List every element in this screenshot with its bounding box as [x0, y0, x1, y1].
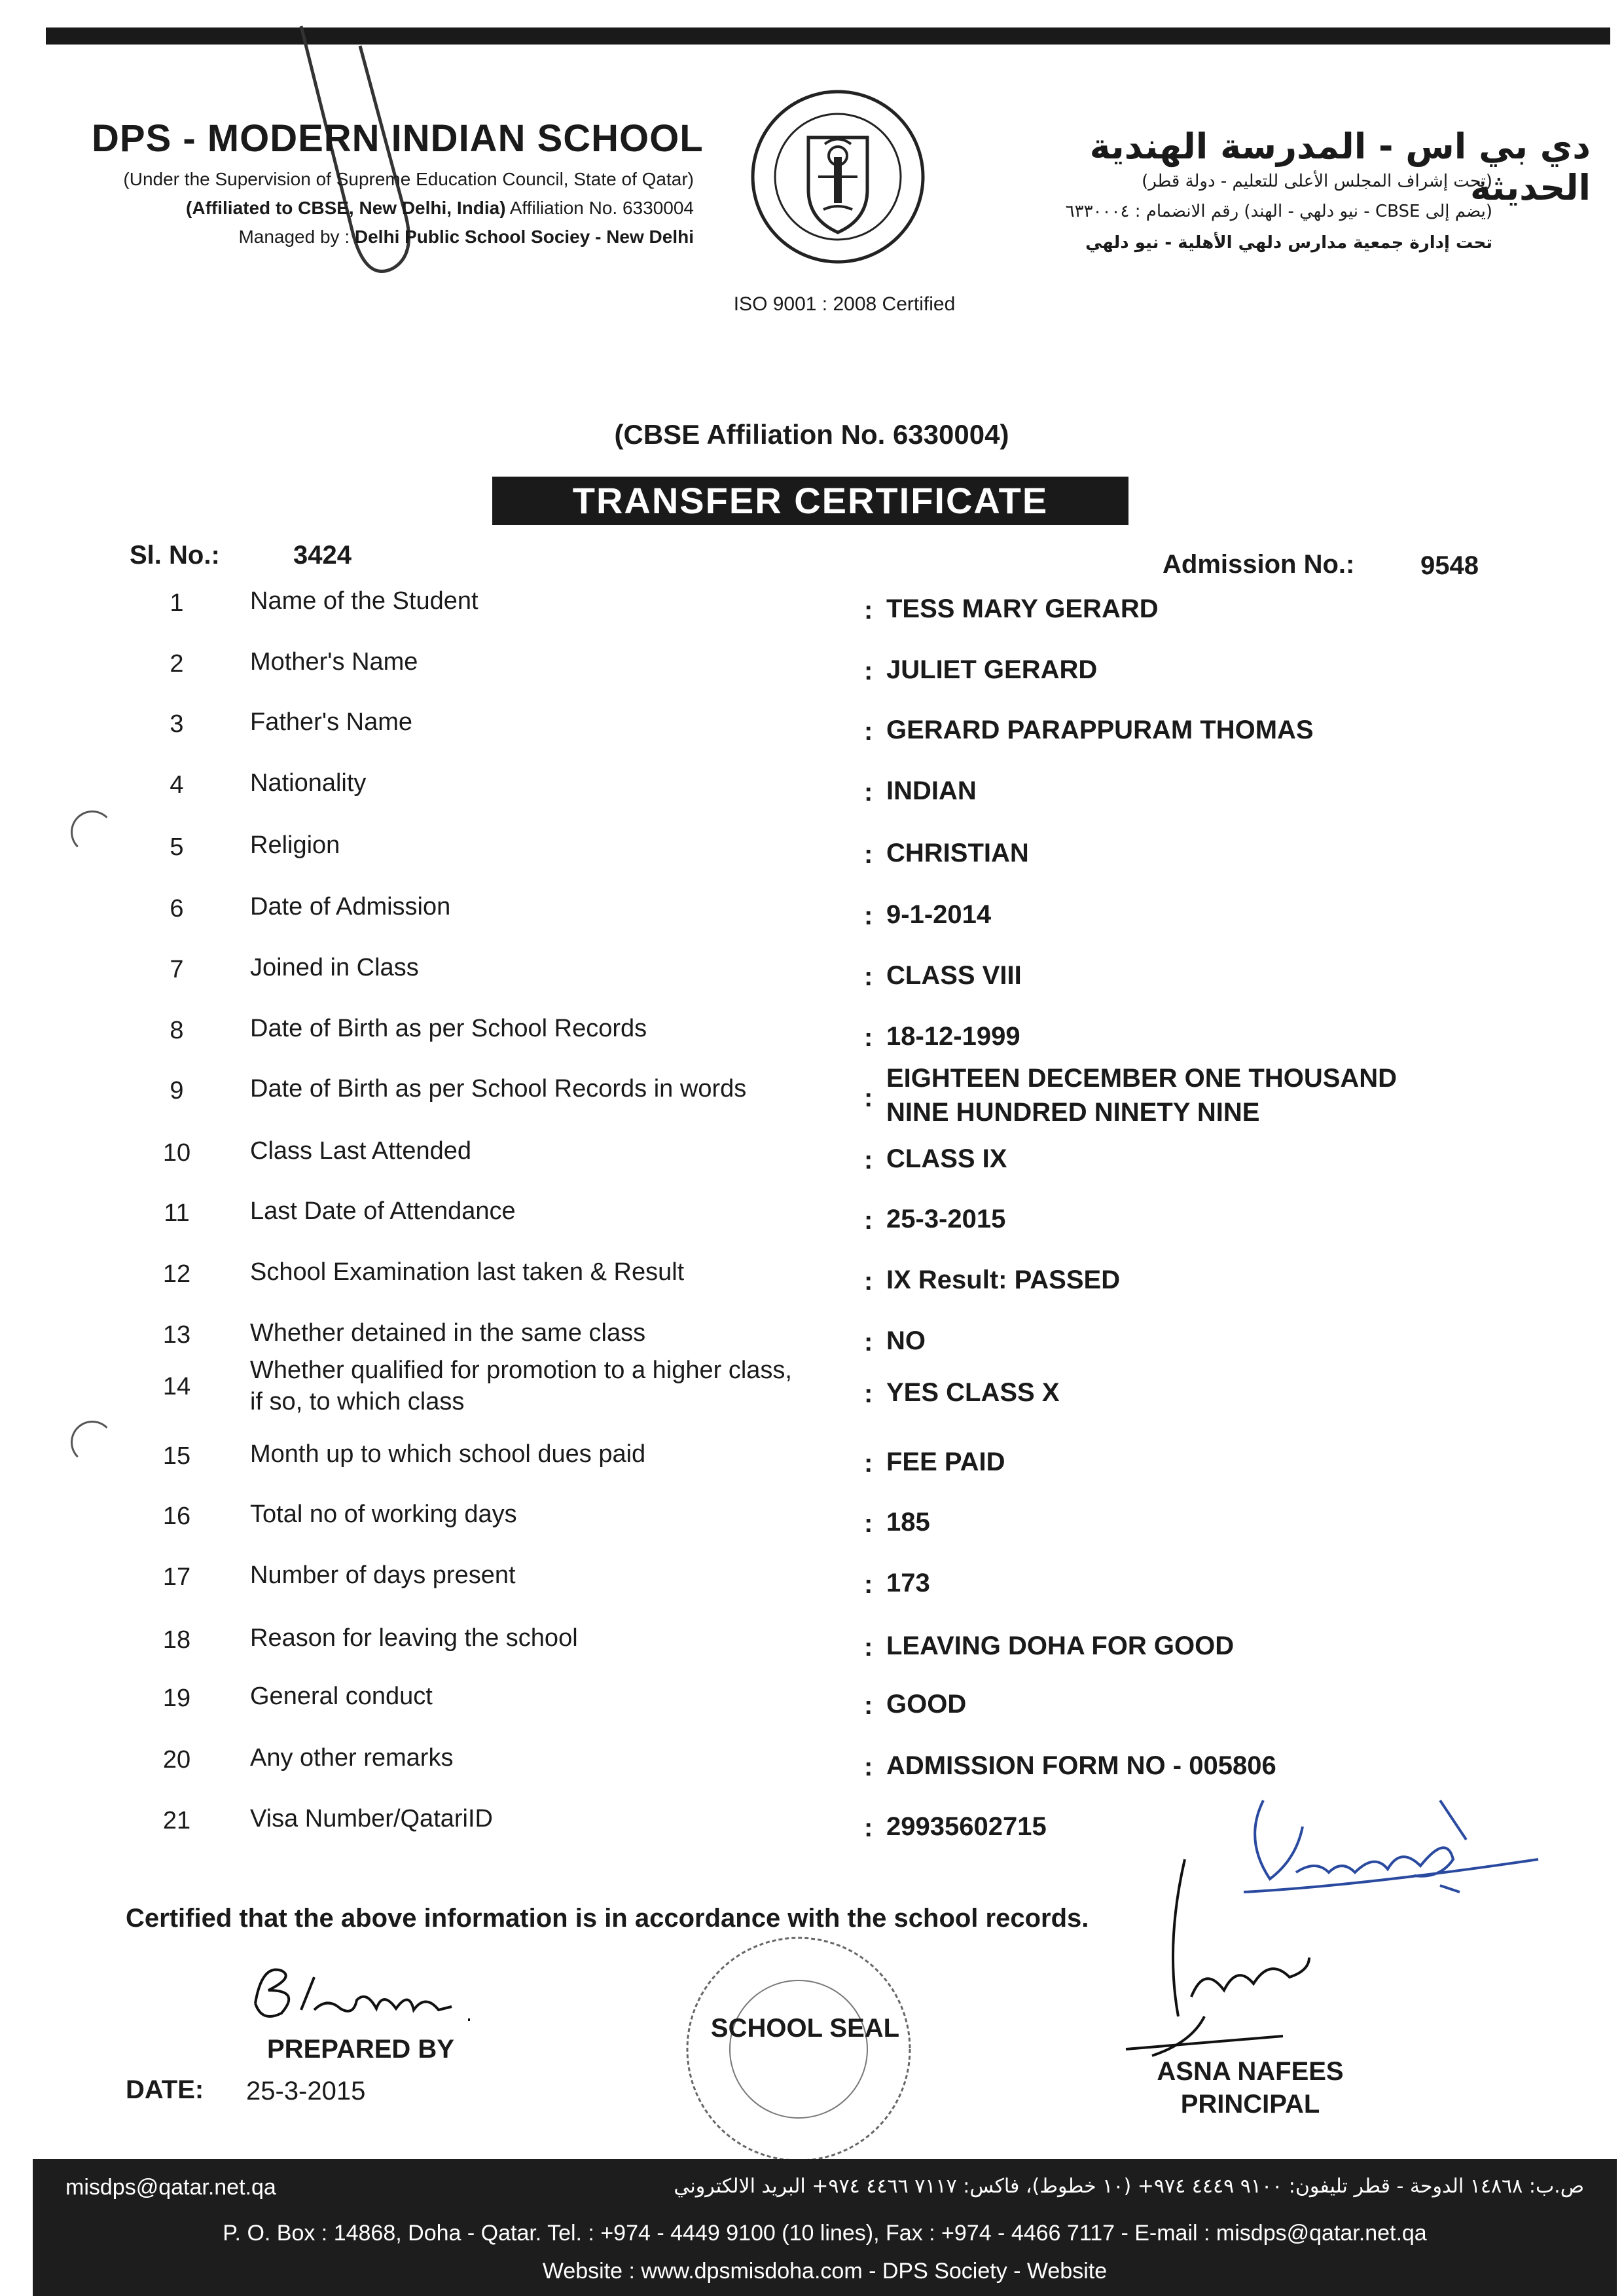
field-value [886, 1142, 1508, 1176]
field-value [886, 1376, 1508, 1410]
admission-number-label: Admission No.: [1163, 550, 1355, 579]
field-label [250, 829, 859, 861]
field-label-line: General conduct [250, 1683, 433, 1710]
punch-hole-mark [71, 1421, 114, 1464]
supervision-line-arabic: (تحت إشراف المجلس الأعلى للتعليم - دولة قطر) [1142, 172, 1492, 191]
supervision-line: (Under the Supervision of Supreme Education Council, State of Qatar) [123, 169, 694, 189]
field-number: 8 [170, 1017, 184, 1044]
field-number: 4 [170, 771, 184, 799]
managed-by-line-arabic: تحت إدارة جمعية مدارس دلهي الأهلية - نيو دلهي [1085, 233, 1492, 253]
field-number: 15 [162, 1442, 191, 1470]
managed-name: Delhi Public School Sociey - New Delhi [354, 227, 694, 247]
field-label-line: Total no of working days [250, 1501, 517, 1528]
field-label-line: School Examination last taken & Result [250, 1258, 685, 1286]
field-label [250, 1622, 859, 1654]
field-value-line: JULIET GERARD [886, 655, 1098, 684]
field-label [250, 1256, 859, 1288]
field-value-line: ADMISSION FORM NO - 005806 [886, 1751, 1276, 1780]
field-colon: : [864, 1267, 873, 1296]
field-number: 5 [170, 833, 184, 861]
field-colon: : [864, 1753, 873, 1781]
field-value [886, 836, 1508, 870]
managed-label: Managed by : [238, 227, 355, 247]
field-number: 10 [162, 1139, 191, 1167]
field-label [250, 1073, 859, 1104]
school-name-arabic: دي بي اس - المدرسة الهندية الحديثة [1089, 126, 1591, 208]
field-colon: : [864, 840, 873, 869]
field-value-line: INDIAN [886, 776, 977, 805]
field-value-line: YES CLASS X [886, 1378, 1060, 1407]
field-colon: : [864, 1206, 873, 1235]
field-label-line: Date of Birth as per School Records in words [250, 1075, 747, 1102]
field-colon: : [864, 1570, 873, 1599]
field-value-line: CHRISTIAN [886, 839, 1029, 867]
field-colon: : [864, 1691, 873, 1720]
field-number: 20 [162, 1746, 191, 1774]
footer-website: Website : www.dpsmisdoha.com - DPS Society - Website [542, 2259, 1108, 2284]
paper-clip-icon [275, 20, 432, 308]
managed-by-line [85, 227, 694, 247]
field-label-line: Name of the Student [250, 587, 478, 615]
school-crest-logo [746, 79, 929, 275]
footer-arabic-contact: ص.ب: ١٤٨٦٨ الدوحة - قطر تليفون: ٩١٠٠ ٤٤٤٩ ٩٧٤+ (١٠ خطوط)، فاكس: ٧١١٧ ٤٤٦٦ ٩٧٤+ البريد الالكتروني [674, 2175, 1584, 2198]
field-number: 2 [170, 650, 184, 678]
field-value [886, 653, 1508, 687]
field-label-line: Any other remarks [250, 1744, 454, 1772]
field-value-line: EIGHTEEN DECEMBER ONE THOUSAND [886, 1064, 1398, 1093]
field-label [250, 706, 859, 738]
field-value-line: 9-1-2014 [886, 900, 992, 929]
field-label [250, 1013, 859, 1044]
field-value-line: TESS MARY GERARD [886, 594, 1159, 623]
field-number: 18 [162, 1626, 191, 1654]
field-number: 1 [170, 589, 184, 617]
field-number: 6 [170, 895, 184, 922]
field-value [886, 713, 1508, 747]
field-colon: : [864, 1509, 873, 1538]
field-colon: : [864, 1084, 873, 1112]
field-value-line: IX Result: PASSED [886, 1266, 1121, 1294]
principal-title: PRINCIPAL [1180, 2090, 1320, 2119]
field-label [250, 1438, 859, 1470]
field-label-line: Religion [250, 831, 340, 859]
field-value [886, 898, 1508, 932]
cbse-affiliation: (CBSE Affiliation No. 6330004) [614, 419, 1009, 450]
field-label [250, 952, 859, 983]
field-label [250, 1355, 859, 1417]
field-label [250, 585, 859, 617]
field-colon: : [864, 596, 873, 625]
field-number: 13 [162, 1321, 191, 1349]
field-number: 17 [162, 1563, 191, 1591]
field-label-line: Father's Name [250, 708, 413, 736]
field-value-line: CLASS VIII [886, 961, 1022, 990]
field-value [886, 1505, 1508, 1539]
footer-email: misdps@qatar.net.qa [65, 2175, 276, 2200]
field-label [250, 767, 859, 799]
field-colon: : [864, 657, 873, 685]
school-name: DPS - MODERN INDIAN SCHOOL [92, 117, 704, 160]
field-value [886, 592, 1508, 626]
field-value [886, 1629, 1508, 1663]
field-label-line: Reason for leaving the school [250, 1624, 578, 1652]
field-value [886, 1324, 1508, 1358]
field-label-line: Whether qualified for promotion to a higher class, [250, 1357, 792, 1384]
field-colon: : [864, 1379, 873, 1408]
field-colon: : [864, 1328, 873, 1357]
field-value [886, 1019, 1508, 1053]
field-label-line: Whether detained in the same class [250, 1319, 646, 1347]
prepared-by-label: PREPARED BY [267, 2035, 454, 2064]
field-label [250, 646, 859, 678]
field-label [250, 1195, 859, 1227]
field-label-line: Joined in Class [250, 954, 419, 981]
affiliation-number: Affiliation No. 6330004 [505, 198, 694, 218]
field-value-line: LEAVING DOHA FOR GOOD [886, 1631, 1235, 1660]
affiliation-line [85, 198, 694, 219]
field-number: 21 [162, 1807, 191, 1834]
field-colon: : [864, 778, 873, 807]
field-label [250, 1681, 859, 1712]
field-label [250, 891, 859, 922]
field-value [886, 1445, 1508, 1479]
field-colon: : [864, 1023, 873, 1052]
field-value-line: NO [886, 1326, 926, 1355]
serial-number-value: 3424 [293, 541, 352, 570]
affiliation-line-arabic: (يضم إلى CBSE - نيو دلهي - الهند) رقم الانضمام : ٦٣٣٠٠٠٤ [1065, 202, 1492, 221]
field-value-line: NINE HUNDRED NINETY NINE [886, 1098, 1260, 1127]
field-value [886, 958, 1508, 993]
field-colon: : [864, 1449, 873, 1478]
field-number: 11 [164, 1199, 190, 1227]
field-colon: : [864, 1813, 873, 1842]
field-value-line: 18-12-1999 [886, 1022, 1020, 1051]
punch-hole-mark [71, 811, 114, 854]
field-label-line: Nationality [250, 769, 367, 797]
field-colon: : [864, 1146, 873, 1175]
field-number: 16 [162, 1503, 191, 1530]
preparer-signature [242, 1958, 491, 2030]
field-value [886, 1263, 1508, 1297]
field-value-line: GERARD PARAPPURAM THOMAS [886, 716, 1314, 744]
date-label: DATE: [126, 2075, 204, 2104]
field-label [250, 1559, 859, 1591]
field-value [886, 1566, 1508, 1600]
principal-name: ASNA NAFEES [1157, 2057, 1344, 2086]
admission-number-value: 9548 [1420, 551, 1479, 580]
field-label [250, 1742, 859, 1774]
field-value-line: FEE PAID [886, 1448, 1005, 1476]
field-label-line: Number of days present [250, 1561, 516, 1589]
field-value [886, 1202, 1508, 1236]
field-value [886, 1061, 1508, 1129]
serial-number-label: Sl. No.: [130, 541, 220, 570]
field-value-line: 25-3-2015 [886, 1205, 1006, 1233]
iso-certification: ISO 9001 : 2008 Certified [733, 293, 956, 315]
field-label-line: Date of Birth as per School Records [250, 1015, 647, 1042]
field-value-line: GOOD [886, 1690, 967, 1719]
field-value-line: 185 [886, 1508, 930, 1537]
field-number: 7 [170, 956, 184, 983]
field-label-line: Class Last Attended [250, 1137, 471, 1165]
certification-statement: Certified that the above information is in accordance with the school records. [126, 1904, 1089, 1933]
field-value-line: 173 [886, 1569, 930, 1597]
field-colon: : [864, 717, 873, 746]
field-value-line: 29935602715 [886, 1812, 1047, 1841]
field-label [250, 1499, 859, 1530]
field-label-line: Date of Admission [250, 893, 451, 920]
field-value [886, 774, 1508, 808]
field-number: 19 [162, 1685, 191, 1712]
field-label [250, 1317, 859, 1349]
field-value-line: CLASS IX [886, 1144, 1007, 1173]
date-value: 25-3-2015 [246, 2077, 366, 2105]
affiliation-bold: (Affiliated to CBSE, New Delhi, India) [186, 198, 506, 218]
certificate-title: TRANSFER CERTIFICATE [492, 477, 1128, 525]
field-label [250, 1135, 859, 1167]
field-number: 9 [170, 1077, 184, 1104]
field-number: 12 [162, 1260, 191, 1288]
field-colon: : [864, 902, 873, 930]
field-label-line: Last Date of Attendance [250, 1197, 516, 1225]
field-label-line: Month up to which school dues paid [250, 1440, 646, 1468]
field-value [886, 1687, 1508, 1721]
field-label-line: Mother's Name [250, 648, 418, 676]
school-seal-label: SCHOOL SEAL [710, 2014, 900, 2043]
field-label-line: if so, to which class [250, 1388, 465, 1415]
field-colon: : [864, 1633, 873, 1662]
principal-signature-black [1113, 1846, 1388, 2069]
footer-address: P. O. Box : 14868, Doha - Qatar. Tel. : +974 - 4449 9100 (10 lines), Fax : +974 - 4466 7117 - E-mail : misdps@qatar.net.qa [223, 2221, 1427, 2246]
field-label [250, 1803, 859, 1834]
footer-email-line [65, 2175, 1584, 2200]
field-number: 3 [170, 710, 184, 738]
school-seal-stamp [668, 1925, 929, 2174]
field-colon: : [864, 962, 873, 991]
field-label-line: Visa Number/QatariID [250, 1805, 493, 1832]
field-number: 14 [162, 1373, 191, 1400]
